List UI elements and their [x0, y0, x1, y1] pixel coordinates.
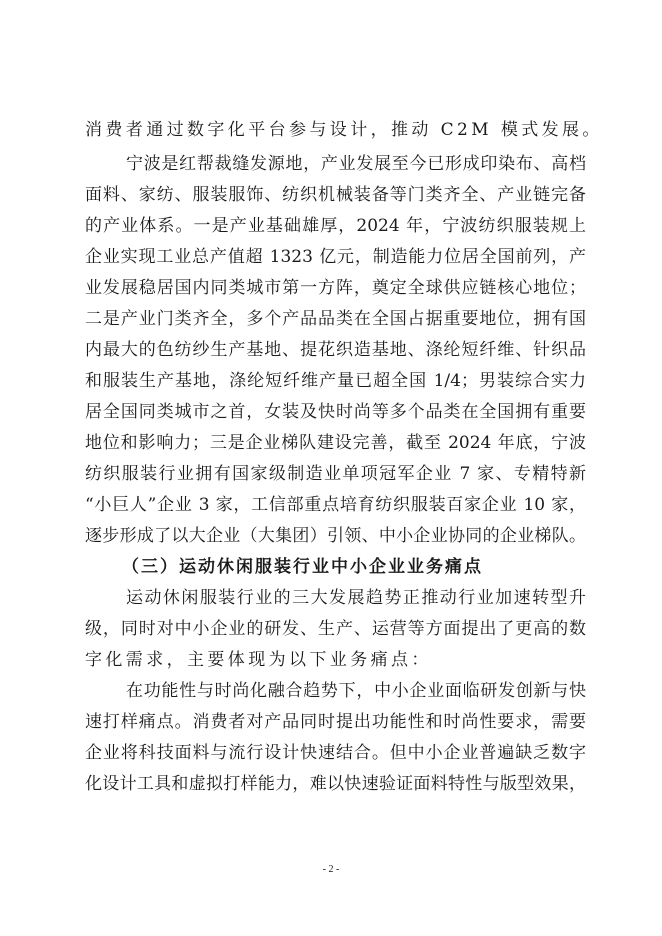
- paragraph-first-line: 运动休闲服装行业的三大发展趋势正推动行业加速转型升: [126, 588, 586, 608]
- text-line: 居全国同类城市之首，女装及快时尚等多个品类在全国拥有重要: [85, 402, 586, 422]
- text-line: 业发展稳居国内同类城市第一方阵，奠定全球供应链核心地位；: [85, 278, 586, 298]
- text-line: 级，同时对中小企业的研发、生产、运营等方面提出了更高的数: [85, 619, 586, 639]
- text-line: 逐步形成了以大企业（大集团）引领、中小企业协同的企业梯队。: [85, 526, 586, 546]
- text-line: 二是产业门类齐全，多个产品品类在全国占据重要地位，拥有国: [85, 309, 586, 329]
- text-line: 和服装生产基地，涤纶短纤维产量已超全国 1/4；男装综合实力: [85, 371, 586, 391]
- text-line: 化设计工具和虚拟打样能力，难以快速验证面料特性与版型效果，: [85, 774, 586, 794]
- text-line: 面料、家纺、服装服饰、纺织机械装备等门类齐全、产业链完备: [85, 185, 586, 205]
- text-line: 字化需求，主要体现为以下业务痛点：: [85, 650, 432, 670]
- text-line: 的产业体系。一是产业基础雄厚，2024 年，宁波纺织服装规上: [85, 216, 586, 236]
- text-line: 内最大的色纺纱生产基地、提花织造基地、涤纶短纤维、针织品: [85, 340, 586, 360]
- text-line: 消费者通过数字化平台参与设计，推动 C2M 模式发展。: [85, 120, 603, 140]
- text-line: 纺织服装行业拥有国家级制造业单项冠军企业 7 家、专精特新: [85, 464, 586, 484]
- text-line: 地位和影响力；三是企业梯队建设完善，截至 2024 年底，宁波: [85, 433, 586, 453]
- page-number: - 2 -: [322, 864, 340, 875]
- section-heading: （三）运动休闲服装行业中小企业业务痛点: [122, 557, 483, 577]
- text-line: “小巨人”企业 3 家，工信部重点培育纺织服装百家企业 10 家，: [85, 495, 586, 515]
- text-line: 企业将科技面料与流行设计快速结合。但中小企业普遍缺乏数字: [85, 743, 586, 763]
- paragraph-first-line: 在功能性与时尚化融合趋势下，中小企业面临研发创新与快: [126, 681, 586, 701]
- text-line: 企业实现工业总产值超 1323 亿元，制造能力位居全国前列，产: [85, 247, 586, 267]
- paragraph-first-line: 宁波是红帮裁缝发源地，产业发展至今已形成印染布、高档: [126, 154, 586, 174]
- text-line: 速打样痛点。消费者对产品同时提出功能性和时尚性要求，需要: [85, 712, 586, 732]
